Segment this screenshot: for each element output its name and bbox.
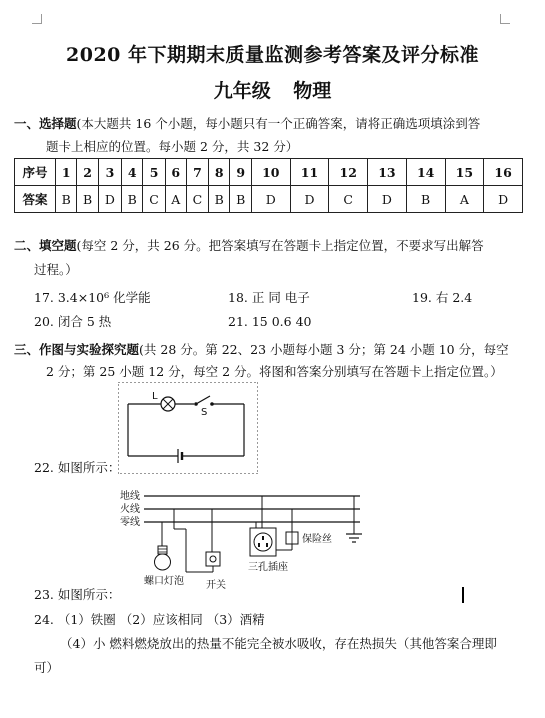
table-row-numbers: [15, 159, 523, 186]
switch-label: S: [201, 407, 208, 418]
section1-desc: (本大题共 16 个小题，每小题只有一个正确答案，请将正确选项填涂到答: [76, 116, 481, 131]
table-cell: 16: [484, 159, 523, 186]
bulb-label: 螺口灯泡: [144, 576, 184, 587]
table-cell: 11: [290, 159, 329, 186]
answer-q21: 21. 15 0.6 40: [228, 314, 312, 329]
section1-title: 一、选择题: [14, 116, 77, 131]
screw-bulb-icon: [155, 546, 171, 570]
section3-desc: (共 28 分。第 22、23 小题每小题 3 分；第 24 小题 10 分，每空: [139, 342, 509, 357]
section2-desc-cont: 过程。）: [34, 262, 78, 277]
table-cell: 3: [98, 159, 121, 186]
section2-title: 二、填空题: [14, 238, 77, 253]
socket-label: 三孔插座: [248, 562, 288, 573]
answer-q17: 17. 3.4×10⁶ 化学能: [34, 290, 151, 305]
table-cell: 5: [143, 159, 165, 186]
table-cell: C: [143, 186, 165, 213]
wall-switch-icon: [206, 552, 220, 566]
table-cell: 9: [230, 159, 251, 186]
table-cell: D: [290, 186, 329, 213]
table-cell: D: [484, 186, 523, 213]
table-cell: D: [98, 186, 121, 213]
table-cell: A: [165, 186, 186, 213]
lamp-label: L: [152, 391, 158, 402]
table-cell: B: [122, 186, 143, 213]
table-cell: 7: [186, 159, 208, 186]
answer-q20: 20. 闭合 5 热: [34, 314, 112, 329]
section2-heading: [14, 238, 484, 254]
table-cell: 6: [165, 159, 186, 186]
neutral-wire-label: 零线: [120, 517, 140, 528]
table-cell: 14: [406, 159, 445, 186]
lamp-icon: [161, 397, 175, 411]
page-subtitle: 九年级 物理: [213, 80, 332, 102]
table-cell: B: [230, 186, 251, 213]
answer-q22: 22. 如图所示：: [34, 460, 121, 475]
section1-desc-cont: 题卡上相应的位置。每小题 2 分，共 32 分）: [46, 139, 299, 154]
table-cell: B: [77, 186, 98, 213]
table-cell: D: [368, 186, 407, 213]
table-cell: C: [186, 186, 208, 213]
switch-icon: [194, 396, 214, 406]
table-cell: C: [329, 186, 368, 213]
page-corner-mark: [500, 14, 510, 24]
text-cursor: [462, 587, 464, 603]
table-cell: D: [251, 186, 290, 213]
table-cell: B: [406, 186, 445, 213]
section2-desc: (每空 2 分，共 26 分。把答案填写在答题卡上指定位置，不要求写出解答: [76, 238, 484, 253]
table-cell: 13: [368, 159, 407, 186]
page-corner-mark: [32, 14, 42, 24]
table-header-number: 序号: [15, 159, 56, 186]
table-cell: 8: [209, 159, 230, 186]
switch-label-2: 开关: [206, 580, 226, 591]
live-wire-label: 火线: [120, 504, 140, 515]
table-cell: A: [445, 186, 484, 213]
answer-q24-line2: （4）小 燃料燃烧放出的热量不能完全被水吸收，存在热损失（其他答案合理即: [60, 636, 497, 651]
section3-desc-cont: 2 分；第 25 小题 12 分，每空 2 分。将图和答案分别填写在答题卡上指定位置。）: [46, 364, 503, 379]
page-title: 2020 年下期期末质量监测参考答案及评分标准: [66, 44, 479, 66]
diagram-frame: [118, 382, 258, 474]
table-cell: 2: [77, 159, 98, 186]
ground-wire-label: 地线: [120, 491, 140, 502]
answer-q24-line3: 可）: [34, 660, 60, 675]
section3-title: 三、作图与实验探究题: [14, 342, 140, 357]
table-cell: 1: [56, 159, 77, 186]
table-cell: B: [56, 186, 77, 213]
section3-heading: [14, 342, 509, 358]
answer-q24-line1: 24. （1）铁圈 （2）应该相同 （3）酒精: [34, 612, 265, 627]
answer-q19: 19. 右 2.4: [412, 290, 473, 305]
answer-q23: 23. 如图所示：: [34, 587, 121, 602]
table-cell: 10: [251, 159, 290, 186]
table-cell: 12: [329, 159, 368, 186]
table-header-answer: 答案: [15, 186, 56, 213]
table-cell: B: [209, 186, 230, 213]
circuit-diagram-series: [118, 382, 258, 474]
table-cell: 15: [445, 159, 484, 186]
table-cell: 4: [122, 159, 143, 186]
fuse-icon: [286, 532, 298, 544]
answer-q18: 18. 正 同 电子: [228, 290, 310, 305]
section1-heading: [14, 116, 480, 132]
table-row-answers: [15, 186, 523, 213]
battery-icon: [178, 449, 182, 463]
household-circuit-diagram: [116, 484, 386, 594]
ground-symbol-icon: [346, 496, 362, 542]
answer-table: [14, 158, 523, 213]
fuse-label: 保险丝: [302, 534, 332, 545]
three-pin-socket-icon: [250, 528, 276, 556]
